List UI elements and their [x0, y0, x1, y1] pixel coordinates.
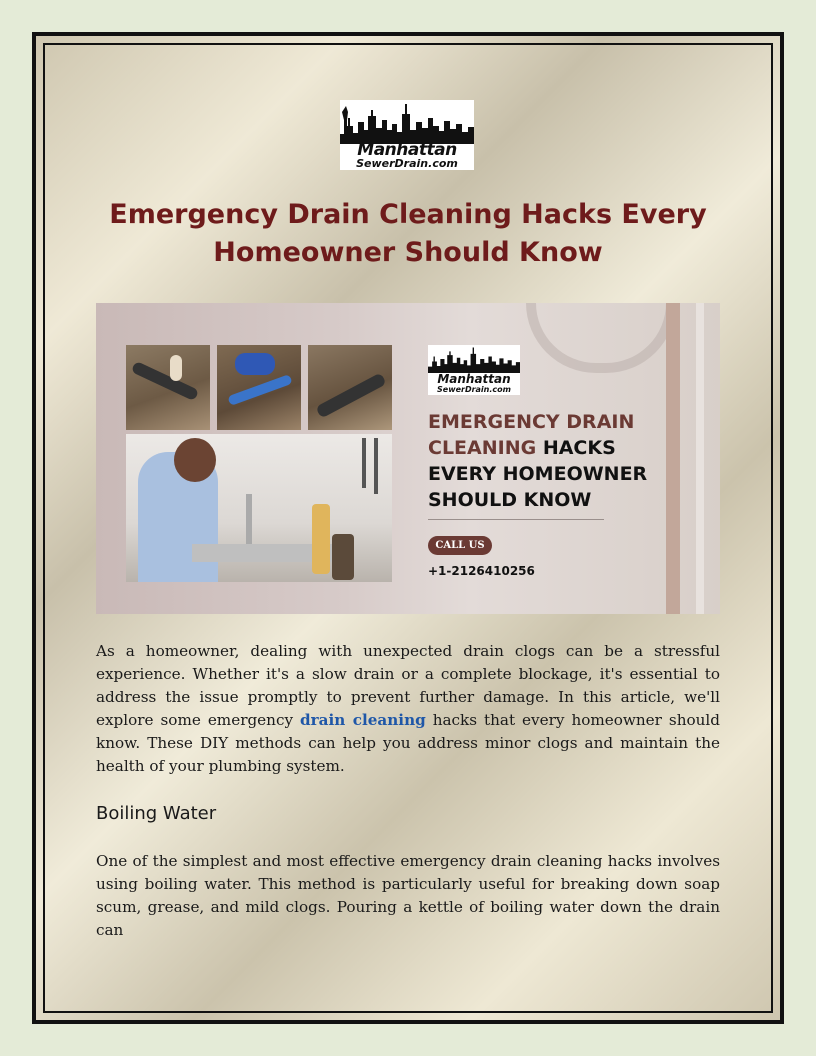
section-heading-boiling-water: Boiling Water [96, 803, 217, 824]
hero-divider [428, 519, 604, 520]
drain-cleaning-link[interactable]: drain cleaning [300, 711, 426, 729]
logo-text-primary: Manhattan [357, 140, 457, 160]
hero-logo [428, 345, 520, 395]
background-pipe [526, 303, 676, 373]
intro-paragraph [96, 640, 720, 778]
photo-woman-sink [126, 434, 392, 582]
background-pipe [696, 303, 704, 614]
hero-headline [428, 409, 688, 513]
intro-text-after: hacks that every homeowner should know. These DIY methods can help you address minor clogs and maintain the health of your plumbing system. [96, 711, 720, 775]
call-us-button[interactable]: CALL US [428, 536, 492, 555]
photo-pipe-install [308, 345, 392, 430]
photo-pipe-dig [126, 345, 210, 430]
hero-logo-text-secondary: SewerDrain.com [437, 385, 511, 394]
photo-pipe-repair [217, 345, 301, 430]
intro-text-before: As a homeowner, dealing with unexpected drain clogs can be a stressful experience. Whether it's a slow drain or a complete blockage, it's essential to address the issue promptly to prevent further damage. In this article, we'll explore some emergency [96, 642, 720, 729]
page-title: Emergency Drain Cleaning Hacks Every Homeowner Should Know [109, 199, 707, 268]
hero-logo-text-primary: Manhattan [437, 372, 511, 386]
hero-banner [96, 303, 720, 614]
skyline-icon [428, 345, 520, 373]
phone-number[interactable]: +1-2126410256 [428, 564, 535, 578]
skyline-icon [340, 100, 474, 144]
site-logo[interactable] [340, 100, 474, 170]
logo-text-secondary: SewerDrain.com [356, 157, 458, 170]
hero-headline-accent: EMERGENCY DRAIN CLEANING [428, 411, 635, 459]
hero-headline-rest: HACKS EVERY HOMEOWNER SHOULD KNOW [428, 437, 648, 511]
boiling-water-paragraph: One of the simplest and most effective emergency drain cleaning hacks involves using boiling water. This method is particularly useful for breaking down soap scum, grease, and mild clogs. Pouring a kettle of boiling water down the drain can [96, 852, 720, 939]
